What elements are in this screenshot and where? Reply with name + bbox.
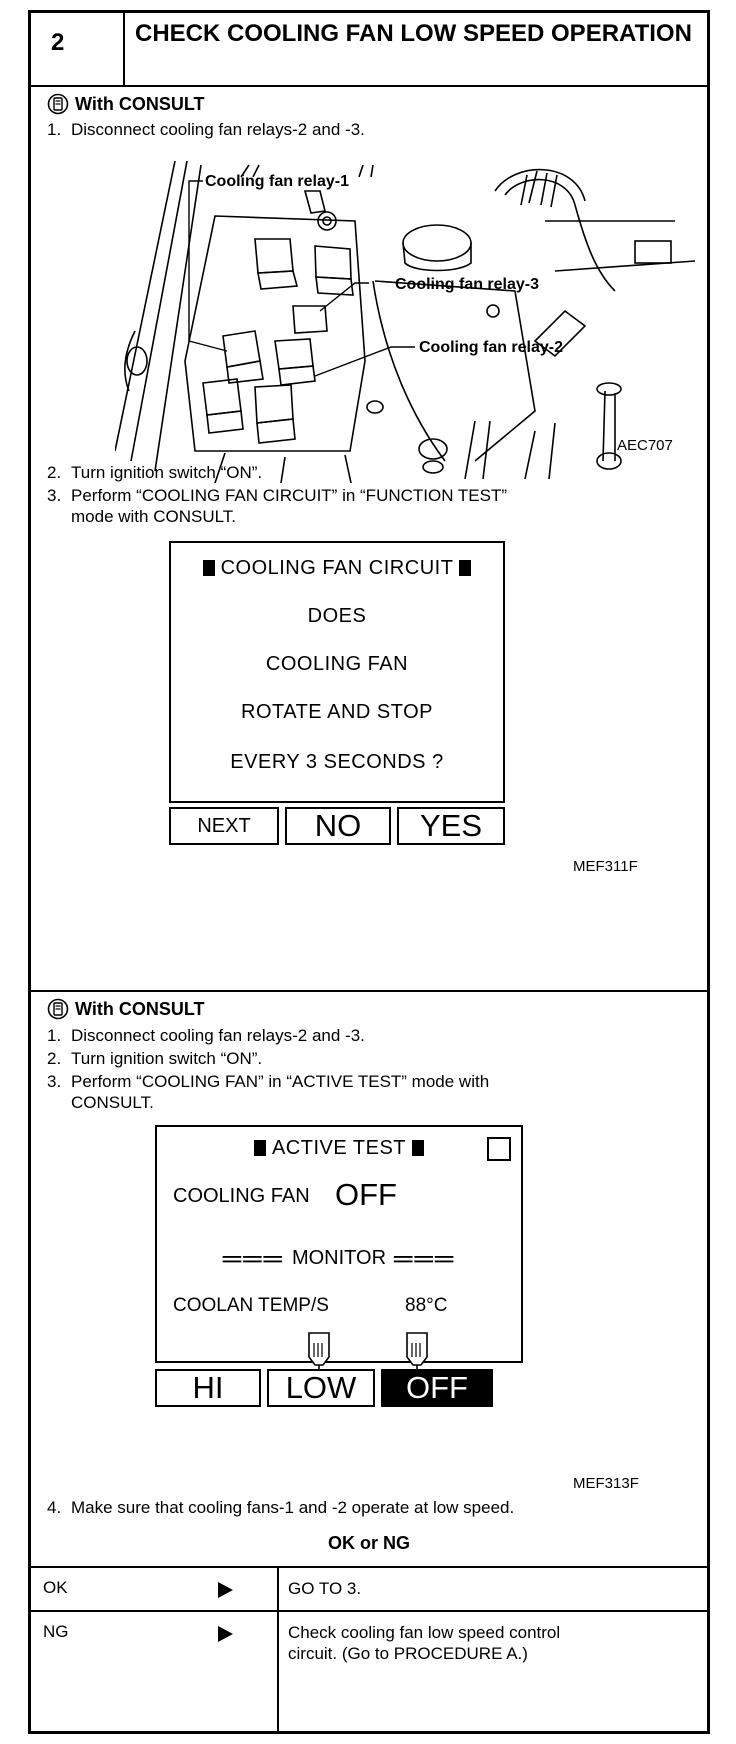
figure-code-aec707: AEC707: [617, 437, 673, 454]
s2-step-1: 1. Disconnect cooling fan relays-2 and -3.: [47, 1026, 365, 1045]
hi-button[interactable]: HI: [155, 1369, 261, 1407]
consult-icon: [47, 998, 69, 1020]
result-table: [31, 1566, 707, 1733]
status-ng: NG: [43, 1622, 69, 1641]
screen-line-3: ROTATE AND STOP: [241, 701, 433, 723]
step-number: 2: [31, 13, 125, 85]
s2-step-3: 3. Perform “COOLING FAN” in “ACTIVE TEST” mode with CONSULT.: [47, 1072, 490, 1112]
step-header: [31, 13, 707, 87]
s1-step-3: 3. Perform “COOLING FAN CIRCUIT” in “FUNCTION TEST” mode with CONSULT.: [47, 486, 508, 526]
monitor-row: [157, 1243, 521, 1274]
sensor-value: 88°C: [405, 1295, 448, 1316]
action-ok: GO TO 3.: [288, 1579, 362, 1598]
active-test-screen: [155, 1125, 523, 1363]
screen-checkbox[interactable]: [487, 1137, 511, 1161]
arrow-right-icon: [215, 1580, 235, 1600]
s2-step-2: 2. Turn ignition switch “ON”.: [47, 1049, 263, 1068]
s1-step-1: 1. Disconnect cooling fan relays-2 and -3.: [47, 120, 365, 139]
monitor-label: MONITOR: [291, 1247, 387, 1269]
s1-step-2: 2. Turn ignition switch “ON”.: [47, 463, 263, 482]
with-consult-heading-2: [47, 998, 204, 1020]
step-title: CHECK COOLING FAN LOW SPEED OPERATION: [135, 20, 692, 47]
s2-step-4: 4. Make sure that cooling fans-1 and -2 operate at low speed.: [47, 1498, 515, 1517]
title-marker-left: [254, 1140, 266, 1156]
table-row: [31, 1612, 707, 1733]
screen-line-2: COOLING FAN: [265, 653, 409, 675]
title-marker-left: [203, 560, 215, 576]
figure-code-mef313f: MEF313F: [573, 1475, 639, 1492]
yes-button[interactable]: YES: [397, 807, 505, 845]
arrow-right-icon: [215, 1624, 235, 1644]
active-test-title: ACTIVE TEST: [157, 1137, 521, 1160]
item-label: COOLING FAN: [173, 1185, 310, 1207]
next-button[interactable]: NEXT: [169, 807, 279, 845]
title-marker-right: [459, 560, 471, 576]
function-test-screen: [169, 541, 505, 803]
separator-left: ═══: [222, 1243, 284, 1273]
with-consult-heading-1: [47, 93, 204, 115]
off-button[interactable]: OFF: [381, 1369, 493, 1407]
no-button[interactable]: NO: [285, 807, 391, 845]
label-relay-3: Cooling fan relay-3: [395, 276, 540, 293]
separator-right: ═══: [394, 1243, 456, 1273]
relay-location-illustration: [115, 161, 705, 483]
screen-line-4: EVERY 3 SECONDS ?: [230, 751, 444, 773]
label-relay-2: Cooling fan relay-2: [419, 339, 564, 356]
procedure-document: [28, 10, 710, 1734]
with-consult-label: With CONSULT: [75, 998, 205, 1019]
low-button[interactable]: LOW: [267, 1369, 375, 1407]
screen-line-1: DOES: [307, 605, 367, 627]
label-relay-1: Cooling fan relay-1: [205, 173, 350, 190]
consult-icon: [47, 93, 69, 115]
screen-title: COOLING FAN CIRCUIT: [171, 557, 503, 580]
table-row: [31, 1568, 707, 1612]
with-consult-label: With CONSULT: [75, 93, 205, 114]
item-value: OFF: [335, 1177, 397, 1212]
figure-code-mef311f: MEF311F: [573, 858, 638, 875]
sensor-label: COOLAN TEMP/S: [173, 1295, 329, 1316]
action-ng: Check cooling fan low speed control circuit. (Go to PROCEDURE A.): [288, 1623, 561, 1663]
title-marker-right: [412, 1140, 424, 1156]
ok-or-ng-heading: OK or NG: [327, 1533, 410, 1553]
status-ok: OK: [43, 1578, 68, 1597]
section-divider: [31, 990, 707, 992]
